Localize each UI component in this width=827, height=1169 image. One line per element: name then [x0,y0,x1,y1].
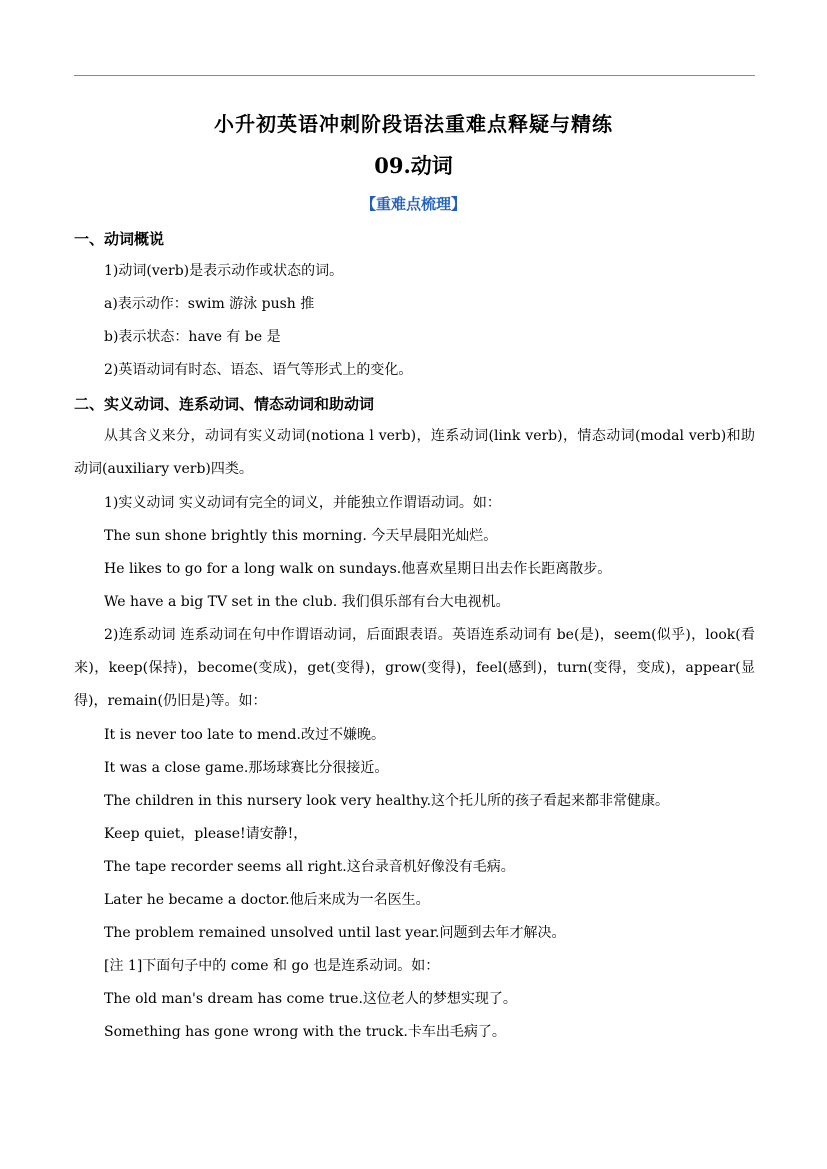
paragraph: 1)实义动词 实义动词有完全的词义，并能独立作谓语动词。如： [104,495,501,511]
section-heading-2: 二、实义动词、连系动词、情态动词和助动词 [74,395,375,413]
example-sentence: The children in this nursery look very healthy.这个托儿所的孩子看起来都非常健康。 [104,793,670,809]
section-heading-1: 一、动词概说 [74,230,165,248]
example-sentence: The sun shone brightly this morning. 今天早晨阳光灿烂。 [104,528,498,544]
paragraph: 2)连系动词 连系动词在句中作谓语动词，后面跟表语。英语连系动词有 be(是)，seem(似乎)，look(看来)，keep(保持)，become(变成)，get(变得)，grow(变得)，feel(感到)，turn(变得，变成)，appear(显得)，remain(仍旧是)等。如： [74,627,755,709]
paragraph: 1)动词(verb)是表示动作或状态的词。 [104,263,344,279]
document-subtitle: 09.动词 [374,153,453,178]
example-sentence: Later he became a doctor.他后来成为一名医生。 [104,892,430,908]
paragraph: a)表示动作：swim 游泳 push 推 [104,296,315,312]
example-sentence: The tape recorder seems all right.这台录音机好像没有毛病。 [104,859,515,875]
example-sentence: The problem remained unsolved until last year.问题到去年才解决。 [104,925,566,941]
example-sentence: We have a big TV set in the club. 我们俱乐部有台大电视机。 [104,594,510,610]
example-sentence: Something has gone wrong with the truck.卡车出毛病了。 [104,1024,506,1040]
section-tag: 【重难点梳理】 [360,195,466,213]
example-sentence: The old man's dream has come true.这位老人的梦想实现了。 [104,991,517,1007]
document-title: 小升初英语冲刺阶段语法重难点释疑与精练 [214,112,613,136]
paragraph: b)表示状态：have 有 be 是 [104,329,281,345]
example-sentence: It is never too late to mend.改过不嫌晚。 [104,727,385,743]
example-sentence: It was a close game.那场球赛比分很接近。 [104,760,389,776]
paragraph: 2)英语动词有时态、语态、语气等形式上的变化。 [104,362,413,378]
note: [注 1]下面句子中的 come 和 go 也是连系动词。如： [104,958,440,974]
paragraph: 从其含义来分，动词有实义动词(notiona l verb)，连系动词(link verb)，情态动词(modal verb)和助动词(auxiliary verb)四类。 [74,428,755,477]
example-sentence: He likes to go for a long walk on sundays.他喜欢星期日出去作长距离散步。 [104,561,612,577]
header-rule [74,75,755,76]
example-sentence: Keep quiet，please!请安静!， [104,826,308,842]
